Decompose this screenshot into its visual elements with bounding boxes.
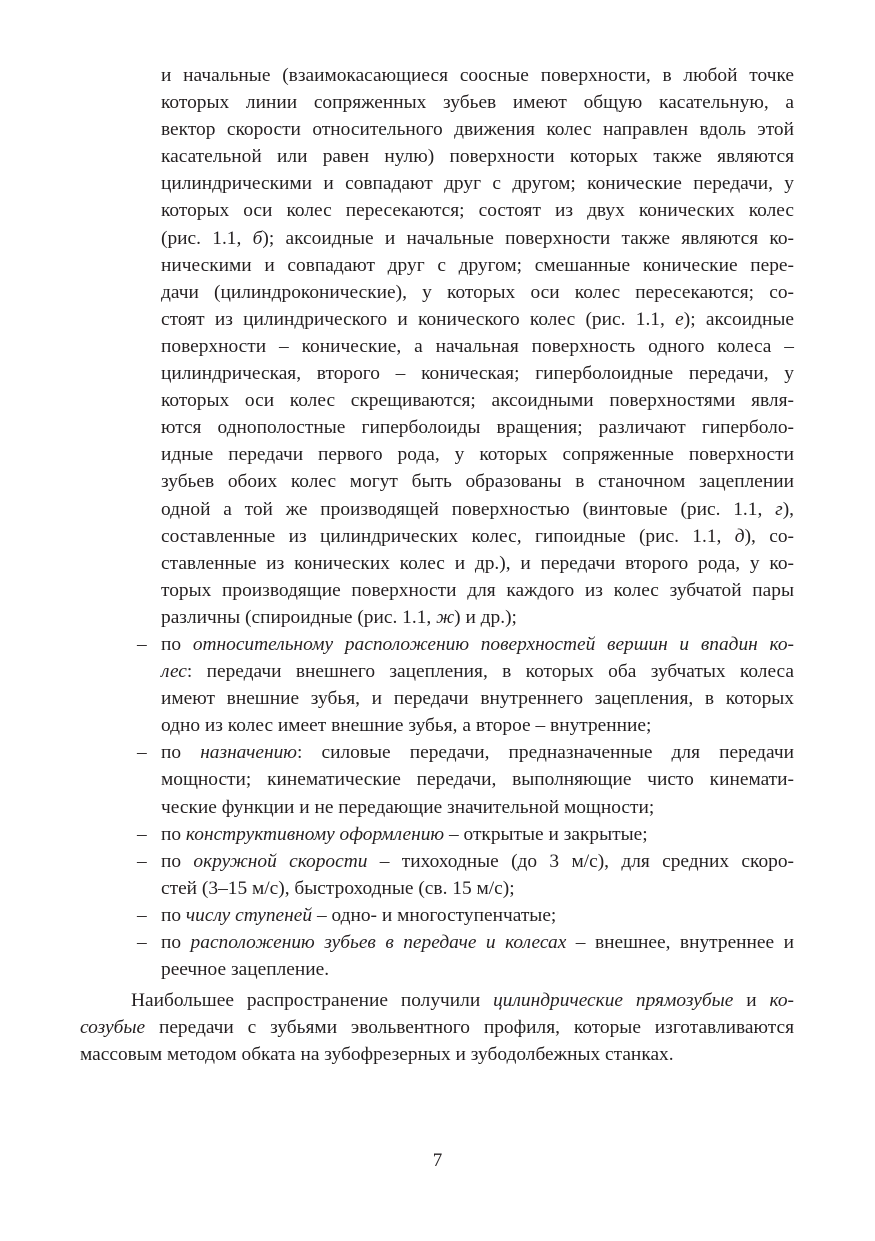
text-line: (рис. 1.1, б); аксоидные и начальные поверхности также являются ко-: [161, 227, 794, 249]
text-line: ются однополостные гиперболоиды вращения; различают гиперболо-: [161, 417, 794, 439]
list-dash: –: [137, 904, 147, 926]
list-item: – по конструктивному оформлению – открытые и закрытые;: [80, 821, 794, 848]
text-line: составленные из цилиндрических колес, гипоидные (рис. 1.1, д), со-: [161, 525, 794, 547]
text-line: торых производящие поверхности для каждого из колес зубчатой пары: [161, 579, 794, 601]
text-line: созубые передачи с зубьями эвольвентного профиля, которые изготавливаются: [80, 1017, 794, 1039]
list-item: – по назначению: силовые передачи, предназначенные для передачи: [80, 739, 794, 766]
list-item: – по числу ступеней – одно- и многоступенчатые;: [80, 902, 794, 929]
list-dash: –: [137, 932, 147, 953]
list-dash: –: [137, 742, 147, 764]
text-line: ническими и совпадают друг с другом; смешанные конические пере-: [161, 254, 794, 276]
list-item: – по окружной скорости – тихоходные (до 3 м/с), для средних скоро-: [80, 848, 794, 875]
list-dash: –: [137, 850, 147, 872]
text-line: которых линии сопряженных зубьев имеют общую касательную, а: [161, 92, 794, 114]
list-dash: –: [137, 823, 147, 845]
text-line: ставленные из конических колес и др.), и передачи второго рода, у ко-: [161, 552, 794, 574]
text-line: зубьев обоих колес могут быть образованы в станочном зацеплении: [161, 471, 794, 493]
text-line: одной а той же производящей поверхностью (винтовые (рис. 1.1, г),: [161, 498, 794, 520]
list-item: – по относительному расположению поверхностей вершин и впадин ко-: [80, 631, 794, 658]
list-dash: –: [137, 633, 147, 655]
text-line: цилиндрическими и совпадают друг с другом; конические передачи, у: [161, 173, 794, 195]
text-line: лес: передачи внешнего зацепления, в которых оба зубчатых колеса: [161, 661, 794, 683]
text-line: вектор скорости относительного движения колес направлен вдоль этой: [161, 119, 794, 141]
text-line: стоят из цилиндрического и конического колес (рис. 1.1, е); аксоидные: [161, 308, 794, 330]
list-item: – по расположению зубьев в передаче и колесах – внешнее, внутреннее и: [80, 929, 794, 956]
text-line: идные передачи первого рода, у которых сопряженные поверхности: [161, 444, 794, 466]
text-line: реечное зацепление.: [161, 959, 330, 981]
text-line: касательной или равен нулю) поверхности которых также являются: [161, 146, 794, 168]
text-line: имеют внешние зубья, и передачи внутреннего зацепления, в которых: [161, 688, 794, 710]
text-line: одно из колес имеет внешние зубья, а второе – внутренние;: [161, 715, 652, 737]
paragraph-first-line: Наибольшее распространение получили цилиндрические прямозубые и ко-: [131, 990, 794, 1012]
text-line: ческие функции и не передающие значительной мощности;: [161, 796, 655, 818]
text-line: и начальные (взаимокасающиеся соосные поверхности, в любой точке: [161, 65, 794, 86]
page-number: 7: [432, 1150, 443, 1171]
text-line: мощности; кинематические передачи, выполняющие чисто кинемати-: [161, 769, 794, 791]
text-line: которых оси колес скрещиваются; аксоидными поверхностями явля-: [161, 390, 794, 412]
text-line: поверхности – конические, а начальная поверхность одного колеса –: [161, 335, 794, 357]
body-text: [80, 62, 794, 1068]
text-line: цилиндрическая, второго – коническая; гиперболоидные передачи, у: [161, 363, 794, 385]
text-line: дачи (цилиндроконические), у которых оси колес пересекаются; со-: [161, 281, 794, 303]
text-line: стей (3–15 м/с), быстроходные (св. 15 м/с);: [161, 877, 515, 899]
text-line: различны (спироидные (рис. 1.1, ж) и др.);: [161, 606, 517, 628]
text-line: массовым методом обката на зубофрезерных и зубодолбежных станках.: [80, 1044, 674, 1066]
text-line: которых оси колес пересекаются; состоят из двух конических колес: [161, 200, 794, 222]
